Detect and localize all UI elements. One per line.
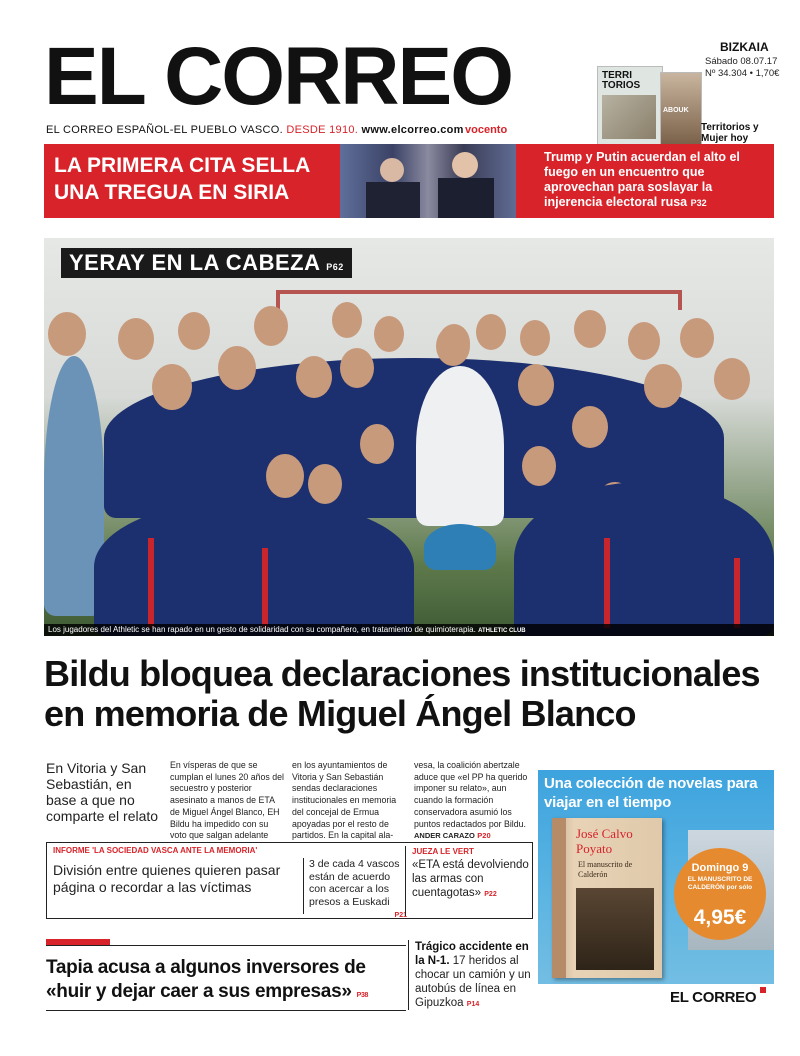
player-head [118,318,154,360]
issue-number: Nº 34.304 • 1,70€ [705,68,780,79]
issue-info [705,56,779,80]
photo-overlay-title[interactable] [61,248,352,278]
supplements-label: Territorios y Mujer hoy [701,122,759,144]
player-head [680,318,714,358]
masthead-logo: EL CORREO [44,31,512,122]
player-head [266,454,304,498]
tapia-headline-text: Tapia acusa a algunos inversores de «huir y dejar caer a sus empresas» [46,957,366,1002]
photo-overlay-title-text: YERAY EN LA CABEZA [69,250,320,275]
ad-price-badge [674,848,766,940]
top-story-page: P32 [690,198,707,208]
supplement-cover-mujer-hoy[interactable] [660,72,702,146]
ad-book-cover [552,818,662,978]
player-head [360,424,394,464]
player-head [332,302,362,338]
lead-page: P20 [477,831,491,841]
player-head [520,320,550,356]
tagline-since: DESDE 1910. [286,124,359,136]
edition-region: BIZKAIA [720,40,769,54]
top-story-summary [544,150,766,211]
player-head [178,312,210,350]
lead-column-1: En vísperas de que se cumplan el lunes 20 años del secuestro y posterior asesinato a manos de ETA de Miguel Ángel Blanco, EH Bildu ha impedido con su voto que salgan adelante [170,760,284,841]
top-story-photo [340,144,516,218]
photo-figure-body [438,178,494,218]
website-link[interactable]: www.elcorreo.com [361,124,464,136]
report-mid-page-wrap [309,908,407,923]
report-mid-page: P21 [394,912,407,919]
photo-figure-body [366,182,420,218]
tagline-main: EL CORREO ESPAÑOL-EL PUEBLO VASCO. [46,124,283,136]
accident-lead: Trágico accidente en la N-1. [415,941,529,967]
top-story-headline[interactable]: LA PRIMERA CITA SELLA UNA TREGUA EN SIRIA [54,154,310,204]
lead-column-3 [414,760,529,842]
player-head [152,364,192,410]
tapia-page: P38 [356,992,369,999]
lead-headline[interactable]: Bildu bloquea declaraciones institucionales en memoria de Miguel Ángel Blanco [44,653,760,734]
photo-overlay-page: P62 [326,262,344,272]
player-head [296,356,332,398]
ad-book-illustration [576,888,654,970]
report-right-text: «ETA está devolviendo las armas con cuentagotas» [412,859,529,899]
ad-book-spine [552,818,566,978]
ad-offer-text: EL MANUSCRITO DE CALDERÓN por sólo [687,876,753,891]
top-story-bar[interactable] [44,144,774,218]
player-head [218,346,256,390]
report-right-page: P22 [484,891,497,898]
photo-figure-head [380,158,404,182]
player-head-yeray [436,326,470,366]
player-head [628,322,660,360]
ad-day: Domingo 9 [691,862,749,874]
players-front-left [94,498,414,636]
report-mid-item[interactable] [303,858,407,919]
kit-red-stripe [604,538,610,628]
lead-column-2: en los ayuntamientos de Vitoria y San Sebastián sendas declaraciones institucionales en memoria del concejal de Ermua apoyadas por el resto de partidos. En la capital ala- [292,760,397,841]
report-mid-text: 3 de cada 4 vascos están de acuerdo con acercar a los presos a Euskadi [309,858,400,908]
supplement-cover-territorios[interactable] [597,66,663,146]
lead-deck: En Vitoria y San Sebastián, en base a que no comparte el relato [46,760,159,824]
player-head [476,314,506,350]
kit-red-stripe [262,548,268,628]
photo-caption-text: Los jugadores del Athletic se han rapado en un gesto de solidaridad con su compañero, en tratamiento de quimioterapia. [48,625,476,634]
lead-column-3-text: vesa, la coalición abertzale aduce que «el PP ha querido imponer su relato», aun cuando la formación conservadora asumió los puntos redactados por Bildu. [414,760,528,829]
tapia-headline[interactable] [46,956,406,1008]
report-box-rule [47,842,532,843]
player-white-shirt [416,366,504,526]
supplement-cover-image [602,95,656,139]
issue-date: Sábado 08.07.17 [705,56,778,67]
novel-collection-ad[interactable] [538,770,774,1010]
player-head [374,316,404,352]
accident-page: P14 [466,1001,480,1008]
tapia-bottom-rule [46,1010,406,1011]
kit-red-stripe [148,538,154,628]
vocento-logo: vocento [465,124,508,136]
ad-footer [538,984,774,1010]
ad-title: Una colección de novelas para viajar en el tiempo [544,775,758,811]
report-kicker: INFORME 'LA SOCIEDAD VASCA ANTE LA MEMORIA' [53,846,258,855]
player-head [48,312,86,356]
top-story-summary-text: Trump y Putin acuerdan el alto el fuego en un encuentro que aprovechan para soslayar la injerencia electoral rusa [544,150,740,209]
lead-byline: ANDER CARAZO [414,831,475,841]
main-photo[interactable] [44,238,774,636]
report-right-item[interactable] [405,846,530,916]
kit-red-stripe [734,558,740,628]
player-head [644,364,682,408]
player-head [254,306,288,346]
player-head [714,358,750,400]
photo-credit: ATHLETIC CLUB [478,628,526,634]
ad-book-title: El manuscrito de Calderón [578,860,633,879]
accident-text: 17 heridos al chocar un camión y un autobús de línea en Gipuzkoa [415,955,531,1009]
player-head [522,446,556,486]
ad-brand: EL CORREO [670,989,757,1006]
tagline [46,124,464,136]
accident-brief[interactable] [408,940,535,1010]
player-head [340,348,374,388]
supplement-cover-title: TERRI TORIOS [602,70,641,91]
supplement-cover2-title: ABOUK [663,107,689,114]
player-head [574,310,606,348]
player-head [572,406,608,448]
player-head [518,364,554,406]
photo-figure-head [452,152,478,178]
report-right-kicker: JUEZA LE VERT [412,847,474,856]
player-head [308,464,342,504]
ad-price: 4,95€ [693,906,747,929]
ad-book-author: José Calvo Poyato [576,826,633,856]
ad-brand-mark-icon [760,987,766,993]
player-blue-shorts [424,524,496,570]
photo-caption [44,624,774,636]
section-rule [46,945,406,946]
report-box [46,842,533,919]
report-main-headline[interactable]: División entre quienes quieren pasar página o recordar a las víctimas [53,862,281,895]
